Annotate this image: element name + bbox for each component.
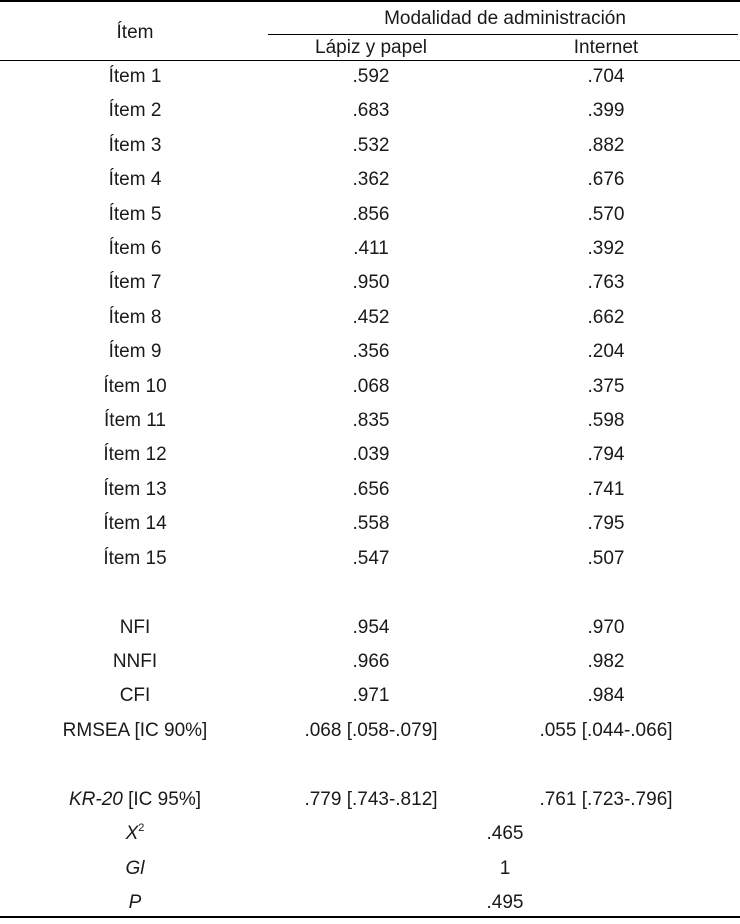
item-row-paper: .356: [352, 341, 390, 363]
fit-row-internet: .970: [587, 617, 625, 638]
fit-row-label: RMSEA [IC 90%]: [62, 719, 208, 741]
item-row-internet: .763: [587, 272, 625, 294]
item-row-paper: .835: [352, 410, 390, 431]
item-row-paper: .547: [352, 547, 390, 569]
kr20-label: [0, 789, 270, 811]
gl-label: Gl: [125, 858, 145, 879]
item-row-internet: .399: [587, 100, 625, 122]
fit-row-label: NNFI: [112, 651, 158, 673]
group-underline: [268, 34, 738, 35]
item-row-label: Ítem 1: [108, 66, 162, 87]
item-row-label: Ítem 14: [103, 513, 167, 535]
kr20-label-italic: KR-20: [68, 789, 123, 810]
item-row-paper: .656: [352, 478, 390, 500]
item-row-paper: .558: [352, 513, 390, 535]
item-row-label: Ítem 9: [108, 341, 162, 363]
header-bottom-rule: [0, 60, 740, 61]
item-row-label: Ítem 2: [108, 100, 162, 122]
fit-row-internet: .055 [.044-.066]: [539, 719, 673, 741]
header-item-col: Ítem: [116, 22, 154, 43]
header-col-internet: Internet: [573, 37, 639, 58]
item-row-internet: .794: [587, 444, 625, 466]
item-row-label: Ítem 4: [108, 169, 162, 191]
item-row-label: Ítem 8: [108, 306, 162, 328]
item-row-label: Ítem 12: [103, 444, 167, 466]
item-row-label: Ítem 11: [104, 410, 166, 431]
item-row-paper: .068: [352, 375, 390, 397]
item-row-internet: .882: [587, 134, 625, 156]
item-row-internet: .392: [587, 238, 625, 259]
fit-row-label: CFI: [119, 685, 151, 707]
item-row-label: Ítem 5: [108, 203, 162, 225]
kr20-label-rest: [IC 95%]: [122, 789, 201, 810]
kr20-internet: .761 [.723-.796]: [539, 789, 673, 810]
chi-label-sup: 2: [138, 822, 145, 834]
item-row-paper: .592: [352, 66, 390, 87]
item-row-label: Ítem 10: [103, 375, 167, 397]
item-row-internet: .570: [587, 203, 625, 225]
item-row-internet: .662: [587, 306, 625, 328]
kr20-paper: .779 [.743-.812]: [304, 789, 438, 810]
item-row-paper: .532: [352, 134, 390, 156]
item-row-internet: .704: [587, 66, 625, 87]
fit-row-internet: .982: [587, 651, 625, 673]
item-row-internet: .795: [587, 513, 625, 535]
top-rule: [0, 0, 740, 2]
gl-value: 1: [499, 858, 511, 879]
header-group: Modalidad de administración: [384, 8, 626, 29]
item-row-label: Ítem 13: [103, 478, 167, 500]
fit-row-paper: .954: [352, 617, 390, 638]
item-row-internet: .741: [587, 478, 625, 500]
bottom-rule: [0, 916, 740, 918]
fit-row-internet: .984: [587, 685, 625, 707]
item-row-label: Ítem 15: [103, 547, 167, 569]
p-value: .495: [486, 892, 524, 913]
header-col-paper: Lápiz y papel: [315, 37, 427, 58]
fit-row-label: NFI: [119, 617, 151, 638]
item-row-label: Ítem 7: [108, 272, 162, 294]
item-row-paper: .411: [353, 238, 389, 259]
item-row-internet: .598: [587, 410, 625, 431]
item-row-paper: .856: [352, 203, 390, 225]
chi-label-x: X: [125, 823, 139, 844]
item-row-label: Ítem 3: [108, 134, 162, 156]
item-row-internet: .204: [587, 341, 625, 363]
fit-row-paper: .068 [.058-.079]: [304, 719, 438, 741]
chi-value: .465: [486, 823, 524, 844]
item-row-internet: .375: [587, 375, 625, 397]
fit-row-paper: .966: [352, 651, 390, 673]
item-row-paper: .362: [352, 169, 390, 191]
item-row-label: Ítem 6: [108, 238, 162, 259]
item-row-paper: .950: [352, 272, 390, 294]
item-row-paper: .039: [352, 444, 390, 466]
item-row-internet: .676: [587, 169, 625, 191]
item-row-paper: .683: [352, 100, 390, 122]
item-row-paper: .452: [352, 306, 390, 328]
chi-label: [0, 823, 270, 845]
item-row-internet: .507: [587, 547, 625, 569]
p-label: P: [128, 892, 142, 913]
fit-row-paper: .971: [352, 685, 390, 707]
